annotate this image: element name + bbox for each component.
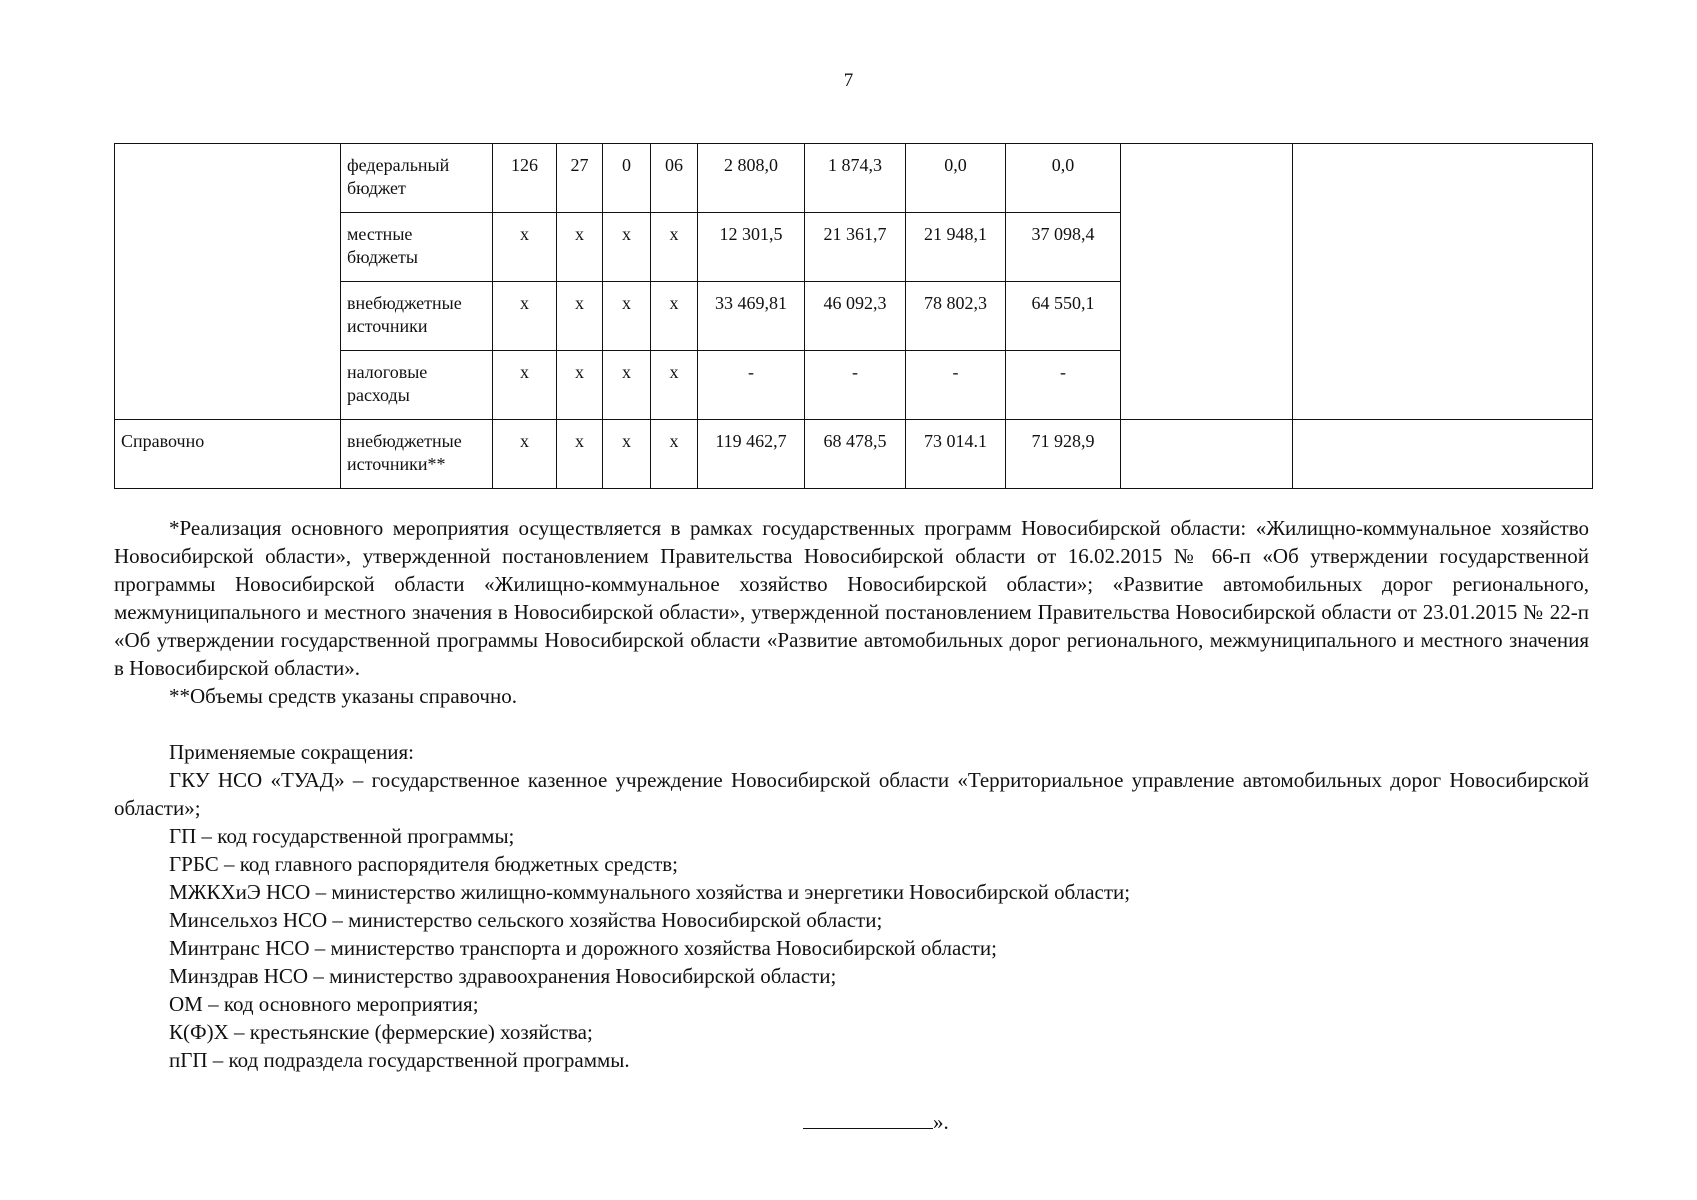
code-cell: 27 [557,144,603,213]
empty-cell [1293,144,1593,420]
value-cell: 12 301,5 [698,213,805,282]
abbreviation-item: Минтранс НСО – министерство транспорта и дорожного хозяйства Новосибирской области; [169,936,997,960]
code-cell: х [651,213,698,282]
value-cell: 1 874,3 [805,144,906,213]
blank-underline [803,1108,933,1129]
table-row [115,420,1593,489]
abbreviations-heading: Применяемые сокращения: [169,740,415,764]
value-cell: 0,0 [906,144,1006,213]
source-cell: налоговые расходы [341,351,493,420]
code-cell: х [493,213,557,282]
code-cell: х [603,282,651,351]
code-cell: х [493,351,557,420]
abbreviation-item: ГП – код государственной программы; [169,824,515,848]
page-number: 7 [843,70,854,91]
code-cell: х [603,351,651,420]
code-cell: х [557,282,603,351]
code-cell: х [557,213,603,282]
code-cell: 126 [493,144,557,213]
footnote-reference: **Объемы средств указаны справочно. [169,684,517,708]
closing-mark: ». [933,1110,949,1134]
source-cell: местные бюджеты [341,213,493,282]
abbreviation-item: Минздрав НСО – министерство здравоохранения Новосибирской области; [169,964,837,988]
value-cell: 0,0 [1006,144,1121,213]
code-cell: 06 [651,144,698,213]
code-cell: х [557,351,603,420]
code-cell: х [603,213,651,282]
value-cell: 21 948,1 [906,213,1006,282]
code-cell: х [651,282,698,351]
closing-line [803,1108,949,1135]
value-cell: 64 550,1 [1006,282,1121,351]
value-cell: 2 808,0 [698,144,805,213]
value-cell: 119 462,7 [698,420,805,489]
code-cell: 0 [603,144,651,213]
value-cell: - [1006,351,1121,420]
value-cell: 73 014.1 [906,420,1006,489]
spacer [114,710,1589,738]
empty-cell [1121,144,1293,420]
value-cell: 33 469,81 [698,282,805,351]
value-cell: 21 361,7 [805,213,906,282]
code-cell: х [651,351,698,420]
source-cell: федеральный бюджет [341,144,493,213]
financing-table [114,143,1593,489]
value-cell: - [698,351,805,420]
code-cell: х [493,420,557,489]
value-cell: 46 092,3 [805,282,906,351]
value-cell: - [906,351,1006,420]
abbreviation-item: ОМ – код основного мероприятия; [169,992,479,1016]
notes-section [114,514,1589,1074]
footnote-implementation: *Реализация основного мероприятия осуществляется в рамках государственных программ Новосибирской области: «Жилищно-коммунальное хозяйство Новосибирской области», утвержденной постановлением Правительства Новосибирской области от 16.02.2015 № 66-п «Об утверждении государственной программы Новосибирской области «Жилищно-коммунальное хозяйство Новосибирской области»; «Развитие автомобильных дорог регионального, межмуниципального и местного значения в Новосибирской области», утвержденной постановлением Правительства Новосибирской области от 23.01.2015 № 22-п «Об утверждении государственной программы Новосибирской области «Развитие автомобильных дорог регионального, межмуниципального и местного значения в Новосибирской области». [114,516,1589,680]
abbreviation-item: К(Ф)Х – крестьянские (фермерские) хозяйства; [169,1020,593,1044]
value-cell: 71 928,9 [1006,420,1121,489]
abbreviation-item: Минсельхоз НСО – министерство сельского хозяйства Новосибирской области; [169,908,883,932]
value-cell: 68 478,5 [805,420,906,489]
value-cell: 78 802,3 [906,282,1006,351]
value-cell: 37 098,4 [1006,213,1121,282]
source-cell: внебюджетные источники [341,282,493,351]
category-cell [115,144,341,420]
abbreviation-item: ГКУ НСО «ТУАД» – государственное казенное учреждение Новосибирской области «Территориальное управление автомобильных дорог Новосибирской области»; [114,768,1589,820]
category-cell: Справочно [115,420,341,489]
source-cell: внебюджетные источники** [341,420,493,489]
empty-cell [1121,420,1293,489]
code-cell: х [603,420,651,489]
abbreviation-item: ГРБС – код главного распорядителя бюджетных средств; [169,852,679,876]
value-cell: - [805,351,906,420]
code-cell: х [493,282,557,351]
abbreviation-item: МЖКХиЭ НСО – министерство жилищно-коммунального хозяйства и энергетики Новосибирской области; [169,880,1131,904]
code-cell: х [651,420,698,489]
abbreviation-item: пГП – код подраздела государственной программы. [169,1048,630,1072]
code-cell: х [557,420,603,489]
table-row [115,144,1593,213]
empty-cell [1293,420,1593,489]
